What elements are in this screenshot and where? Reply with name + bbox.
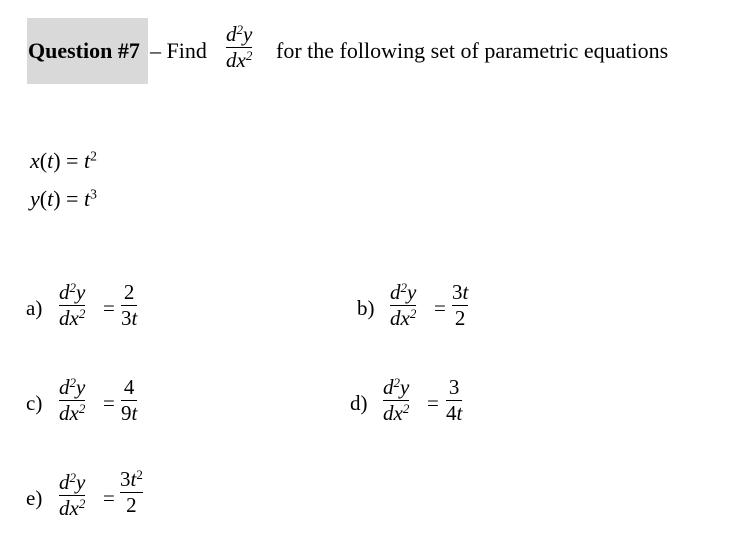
option-b-equals: =	[434, 296, 446, 320]
option-b-rhs: 3t 2	[452, 280, 469, 330]
option-e-label: e)	[26, 486, 43, 510]
option-c-rhs: 4 9t	[121, 375, 138, 425]
option-d-lhs: $d^2y$ $dx^2$	[383, 374, 410, 425]
option-e-rhs: $3t^2$ 2	[120, 466, 143, 517]
question-label: Question #7	[28, 38, 140, 63]
option-a-lhs: $d^2y$ $dx^2$	[59, 279, 86, 330]
option-e-equals: =	[103, 486, 115, 510]
option-d-rhs: 3 4t	[446, 375, 463, 425]
option-d-label: d)	[350, 391, 368, 415]
equation-x: $x(t) = t^2$	[30, 148, 97, 173]
question-find-text: – Find	[150, 38, 207, 63]
option-e-lhs: $d^2y$ $dx^2$	[59, 469, 86, 520]
option-b-lhs: $d^2y$ $dx^2$	[390, 279, 417, 330]
option-c-label: c)	[26, 391, 43, 415]
question-derivative	[226, 21, 253, 72]
option-b-label: b)	[357, 296, 375, 320]
question-derivative-numerator: $d^2y$	[226, 21, 253, 46]
equation-y: $y(t) = t^3$	[30, 186, 97, 211]
option-d-equals: =	[427, 391, 439, 415]
option-a-rhs: 2 3t	[121, 280, 138, 330]
option-c-lhs: $d^2y$ $dx^2$	[59, 374, 86, 425]
option-c-equals: =	[103, 391, 115, 415]
question-rest-text: for the following set of parametric equations	[276, 38, 669, 63]
option-a-label: a)	[26, 296, 43, 320]
question-derivative-denominator: $dx^2$	[226, 47, 253, 72]
option-a-equals: =	[103, 296, 115, 320]
